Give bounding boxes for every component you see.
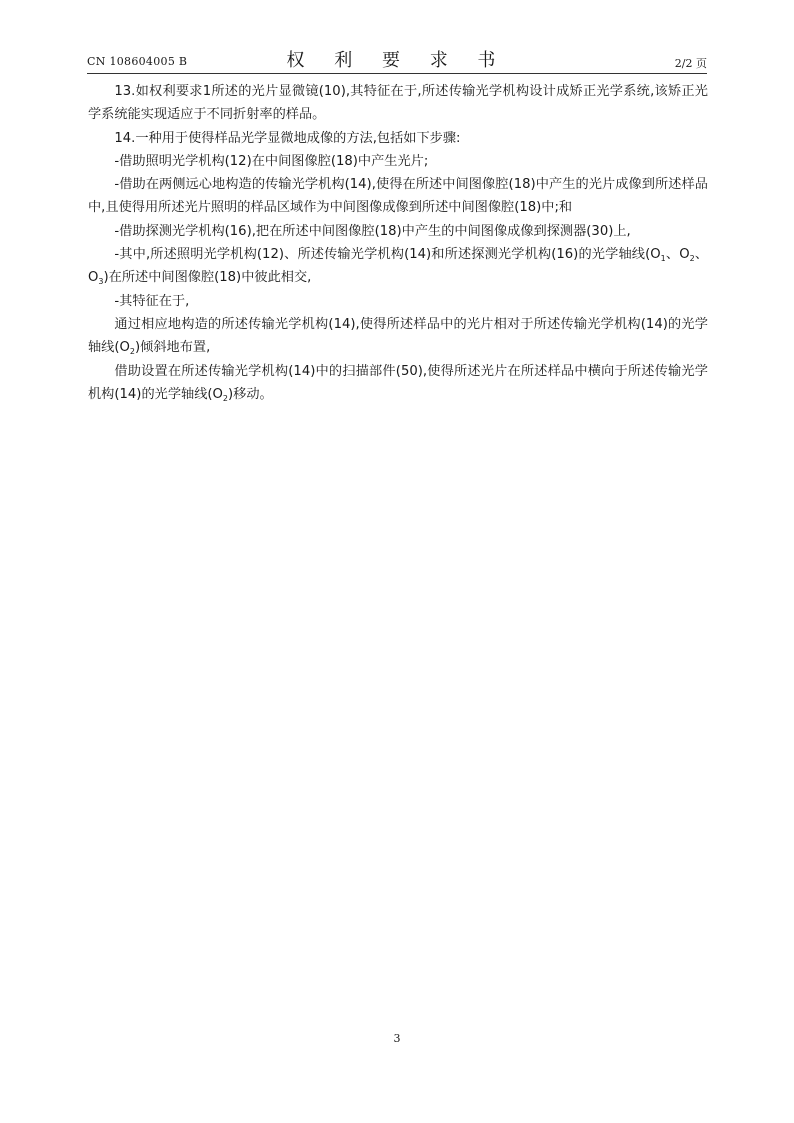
axis-subscript-3: 3	[98, 277, 104, 287]
axes-text-1: -其中,所述照明光学机构(12)、所述传输光学机构(14)和所述探测光学机构(16)的光学轴线(O	[114, 247, 661, 263]
axis-subscript-2: 2	[689, 254, 695, 264]
claim-14-scanning	[88, 360, 708, 407]
claims-body	[88, 80, 708, 406]
claim-14-step-transfer: -借助在两侧远心地构造的传输光学机构(14),使得在所述中间图像腔(18)中产生的光片成像到所述样品中,且使得用所述光片照明的样品区域作为中间图像成像到所述中间图像腔(18)中;和	[88, 177, 708, 216]
axes-text-3: 、O	[88, 247, 709, 286]
patent-number: CN 108604005 B	[87, 55, 188, 68]
claim-14-axes-intersect	[88, 243, 708, 290]
page-header	[87, 46, 707, 72]
scan-subscript: 2	[222, 393, 229, 403]
claim-14-step-detection: -借助探测光学机构(16),把在所述中间图像腔(18)中产生的中间图像成像到探测器(30)上,	[114, 223, 631, 239]
tilted-subscript: 2	[129, 347, 135, 357]
claim-14: 14.一种用于使得样品光学显微地成像的方法,包括如下步骤:	[114, 130, 461, 146]
page-indicator: 2/2 页	[674, 57, 707, 70]
header-divider	[87, 73, 707, 74]
document-title: 权 利 要 求 书	[286, 50, 508, 71]
tilted-text-2: )倾斜地布置,	[135, 340, 211, 356]
tilted-text-1: 通过相应地构造的所述传输光学机构(14),使得所述样品中的光片相对于所述传输光学机构(14)的光学轴线(O	[88, 316, 708, 356]
scan-text-2: )移动。	[228, 386, 273, 402]
claim-14-tilted-sheet	[88, 313, 708, 360]
axes-text-4: )在所述中间图像腔(18)中彼此相交,	[103, 270, 312, 286]
scan-text-1: 借助设置在所述传输光学机构(14)中的扫描部件(50),使得所述光片在所述样品中横向于所述传输光学机构(14)的光学轴线(O	[88, 363, 708, 402]
axes-text-2: 、O	[665, 247, 690, 263]
axis-subscript-1: 1	[660, 254, 666, 264]
claim-14-step-illumination: -借助照明光学机构(12)在中间图像腔(18)中产生光片;	[114, 153, 429, 169]
claim-13: 13.如权利要求1所述的光片显微镜(10),其特征在于,所述传输光学机构设计成矫正光学系统,该矫正光学系统能实现适应于不同折射率的样品。	[88, 84, 708, 123]
page-number: 3	[393, 1032, 401, 1045]
claim-14-characterized: -其特征在于,	[114, 293, 190, 309]
